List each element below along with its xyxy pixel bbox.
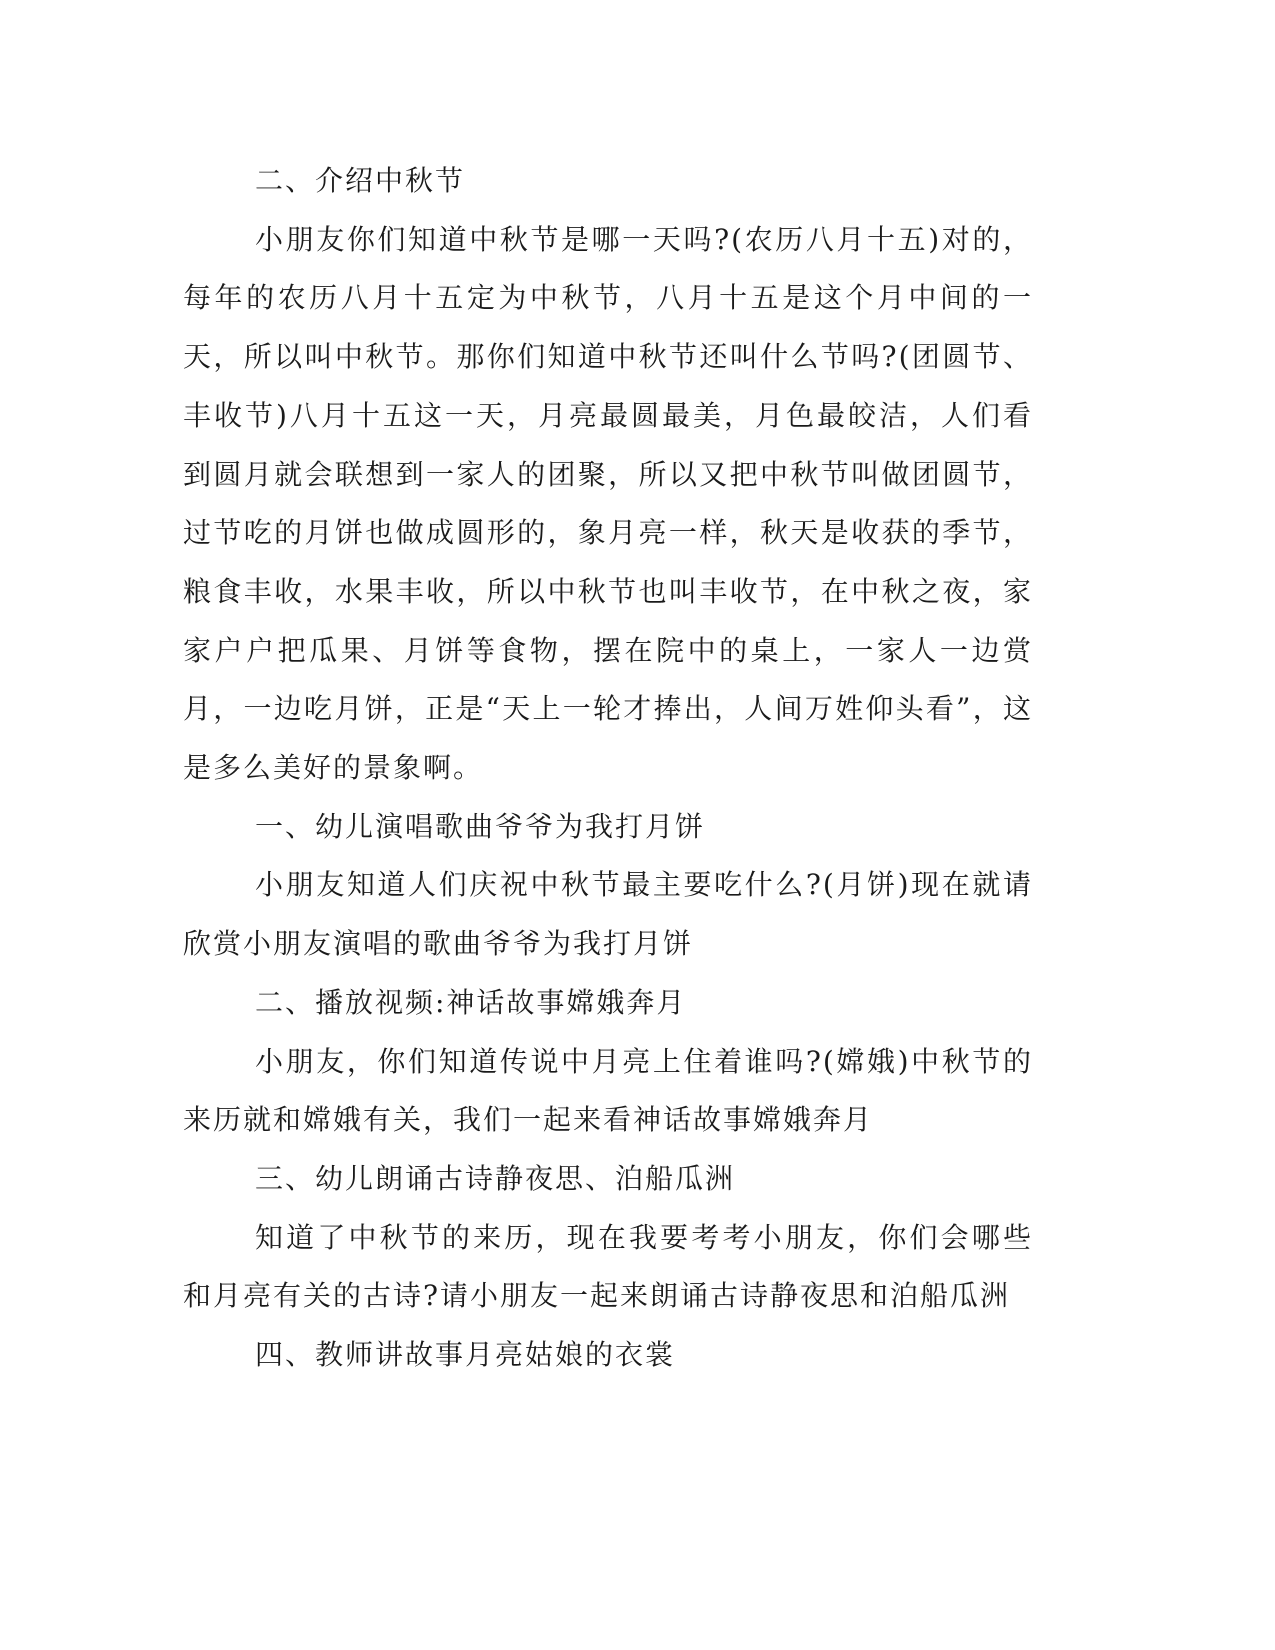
section-heading: 二、播放视频:神话故事嫦娥奔月 [255, 985, 687, 1019]
section-heading: 二、介绍中秋节 [255, 164, 466, 197]
section-heading: 四、教师讲故事月亮姑娘的衣裳 [255, 1338, 676, 1372]
body-paragraph: 小朋友你们知道中秋节是哪一天吗?(农历八月十五)对的，每年的农历八月十五定为中秋节，八月十五是这个月中间的一天，所以叫中秋节。那你们知道中秋节还叫什么节吗?(团圆节、丰收节)八月十五这一天，月亮最圆最美，月色最皎洁，人们看到圆月就会联想到一家人的团聚，所以又把中秋节叫做团圆节，过节吃的月饼也做成圆形的，象月亮一样，秋天是收获的季节，粮食丰收，水果丰收，所以中秋节也叫丰收节，在中秋之夜，家家户户把瓜果、月饼等食物，摆在院中的桌上，一家人一边赏月，一边吃月饼，正是“天上一轮才捧出，人间万姓仰头看”，这是多么美好的景象啊。 [183, 222, 1033, 785]
body-paragraph: 知道了中秋节的来历，现在我要考考小朋友，你们会哪些和月亮有关的古诗?请小朋友一起来朗诵古诗静夜思和泊船瓜洲 [183, 1220, 1033, 1313]
body-paragraph: 小朋友知道人们庆祝中秋节最主要吃什么?(月饼)现在就请欣赏小朋友演唱的歌曲爷爷为我打月饼 [183, 868, 1033, 961]
body-paragraph: 小朋友，你们知道传说中月亮上住着谁吗?(嫦娥)中秋节的来历就和嫦娥有关，我们一起来看神话故事嫦娥奔月 [183, 1044, 1033, 1137]
document-body [183, 152, 1033, 1385]
section-heading: 一、幼儿演唱歌曲爷爷为我打月饼 [255, 809, 706, 843]
section-heading: 三、幼儿朗诵古诗静夜思、泊船瓜洲 [255, 1161, 736, 1195]
